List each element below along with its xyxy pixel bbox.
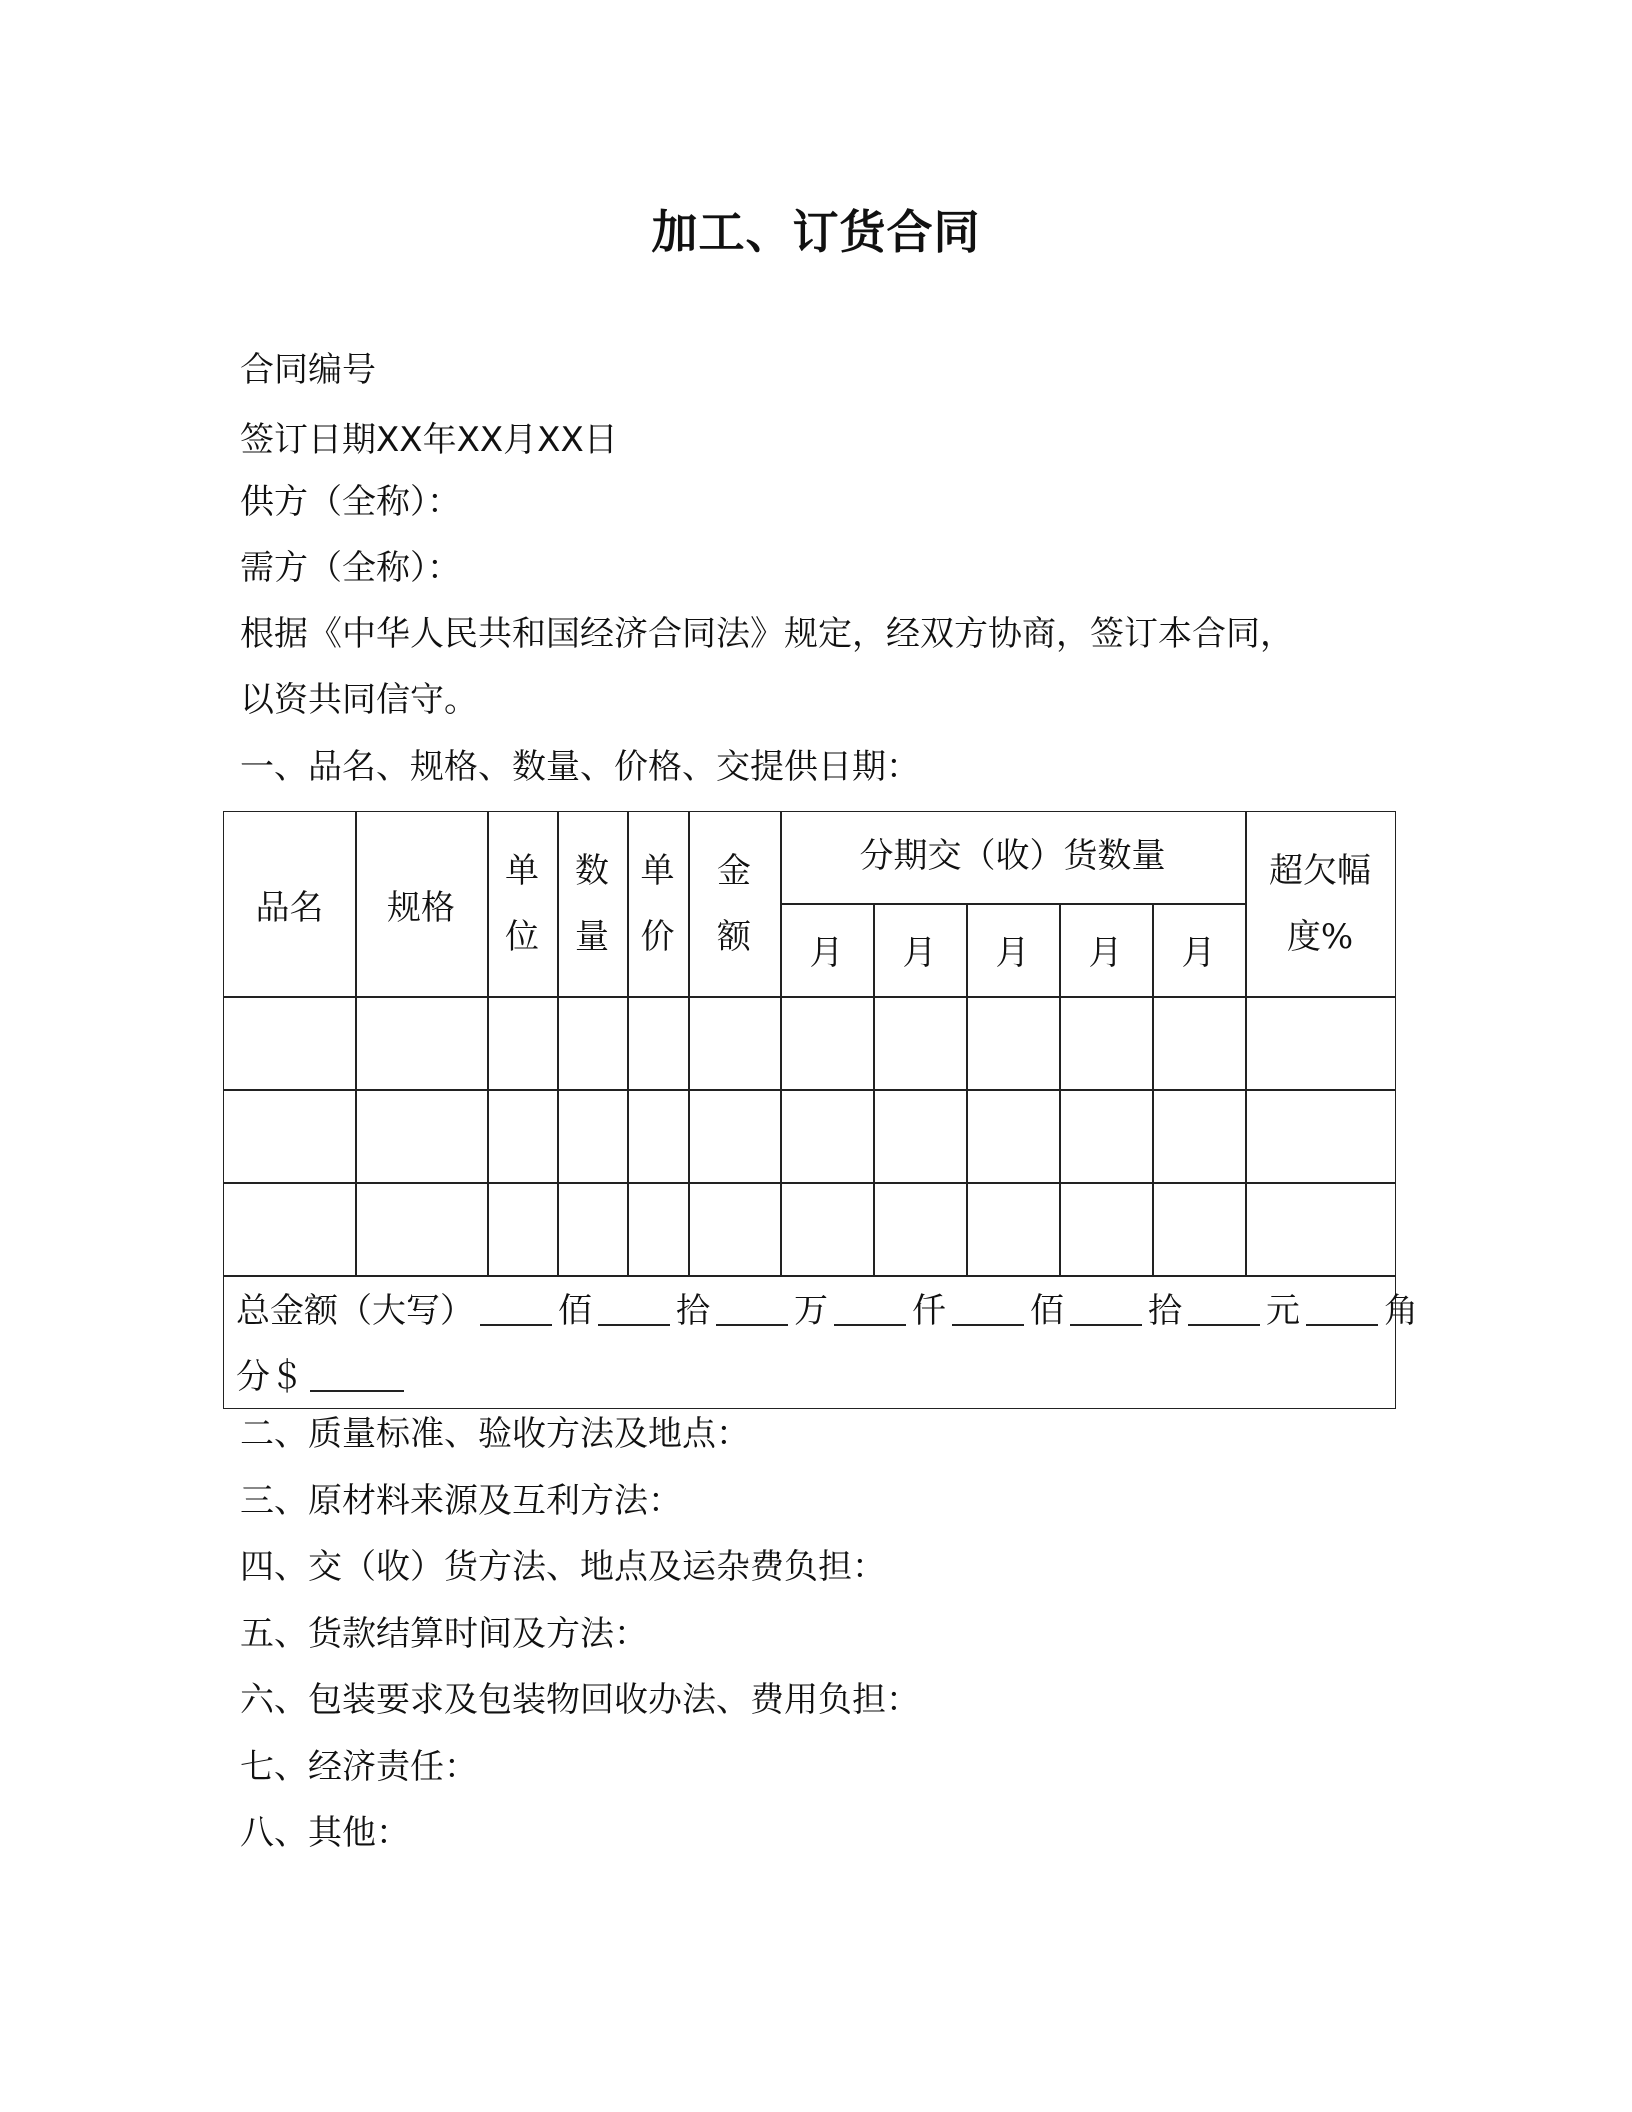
signing-date-line: 签订日期XX年XX月XX日	[240, 420, 618, 460]
table-row[interactable]	[224, 996, 1395, 1089]
header-installments: 分期交（收）货数量	[859, 835, 1166, 876]
section-7-heading: 七、经济责任：	[240, 1747, 478, 1787]
cents-dollar-label: 分＄	[236, 1357, 304, 1397]
blank-field[interactable]	[834, 1294, 906, 1326]
blank-field[interactable]	[1070, 1294, 1142, 1326]
unit-label: 角	[1384, 1291, 1418, 1331]
blank-field[interactable]	[952, 1294, 1024, 1326]
header-tolerance: 超欠幅 度%	[1269, 851, 1371, 957]
header-month: 月	[1088, 933, 1123, 973]
total-amount-row	[224, 1277, 1418, 1407]
blank-field[interactable]	[310, 1360, 404, 1392]
section-3-heading: 三、原材料来源及互利方法：	[240, 1481, 682, 1521]
header-spec: 规格	[387, 887, 455, 928]
section-2-heading: 二、质量标准、验收方法及地点：	[240, 1414, 750, 1454]
section-1-heading: 一、品名、规格、数量、价格、交提供日期：	[240, 747, 920, 787]
table-row[interactable]	[224, 1182, 1395, 1275]
header-amount: 金 额	[717, 851, 751, 957]
contract-number-line: 合同编号	[240, 350, 376, 390]
document-title: 加工、订货合同	[651, 205, 981, 259]
buyer-line: 需方（全称）：	[240, 548, 461, 588]
header-month: 月	[1181, 933, 1216, 973]
unit-label: 拾	[676, 1291, 710, 1331]
unit-label: 拾	[1148, 1291, 1182, 1331]
header-product-name: 品名	[255, 887, 324, 928]
unit-label: 仟	[912, 1291, 946, 1331]
blank-field[interactable]	[1188, 1294, 1260, 1326]
unit-label: 元	[1266, 1291, 1300, 1331]
blank-field[interactable]	[716, 1294, 788, 1326]
blank-field[interactable]	[598, 1294, 670, 1326]
unit-label: 佰	[558, 1291, 592, 1331]
section-5-heading: 五、货款结算时间及方法：	[240, 1614, 648, 1654]
header-quantity: 数 量	[575, 851, 609, 957]
total-label: 总金额（大写）	[236, 1291, 474, 1331]
preamble-line-1: 根据《中华人民共和国经济合同法》规定，经双方协商，签订本合同，	[240, 614, 1294, 654]
header-unit-price: 单 价	[640, 851, 675, 957]
section-6-heading: 六、包装要求及包装物回收办法、费用负担：	[240, 1680, 920, 1720]
header-month: 月	[902, 933, 937, 973]
total-amount-text	[236, 1278, 1418, 1410]
header-month: 月	[995, 933, 1030, 973]
blank-field[interactable]	[1306, 1294, 1378, 1326]
header-unit: 单 位	[505, 851, 539, 957]
header-month: 月	[809, 933, 844, 973]
table-row[interactable]	[224, 1089, 1395, 1182]
goods-table	[223, 811, 1418, 1409]
unit-label: 万	[794, 1291, 828, 1331]
supplier-line: 供方（全称）：	[240, 482, 461, 522]
section-8-heading: 八、其他：	[240, 1813, 410, 1853]
unit-label: 佰	[1030, 1291, 1064, 1331]
preamble-line-2: 以资共同信守。	[240, 680, 478, 720]
section-4-heading: 四、交（收）货方法、地点及运杂费负担：	[240, 1547, 886, 1587]
blank-field[interactable]	[480, 1294, 552, 1326]
